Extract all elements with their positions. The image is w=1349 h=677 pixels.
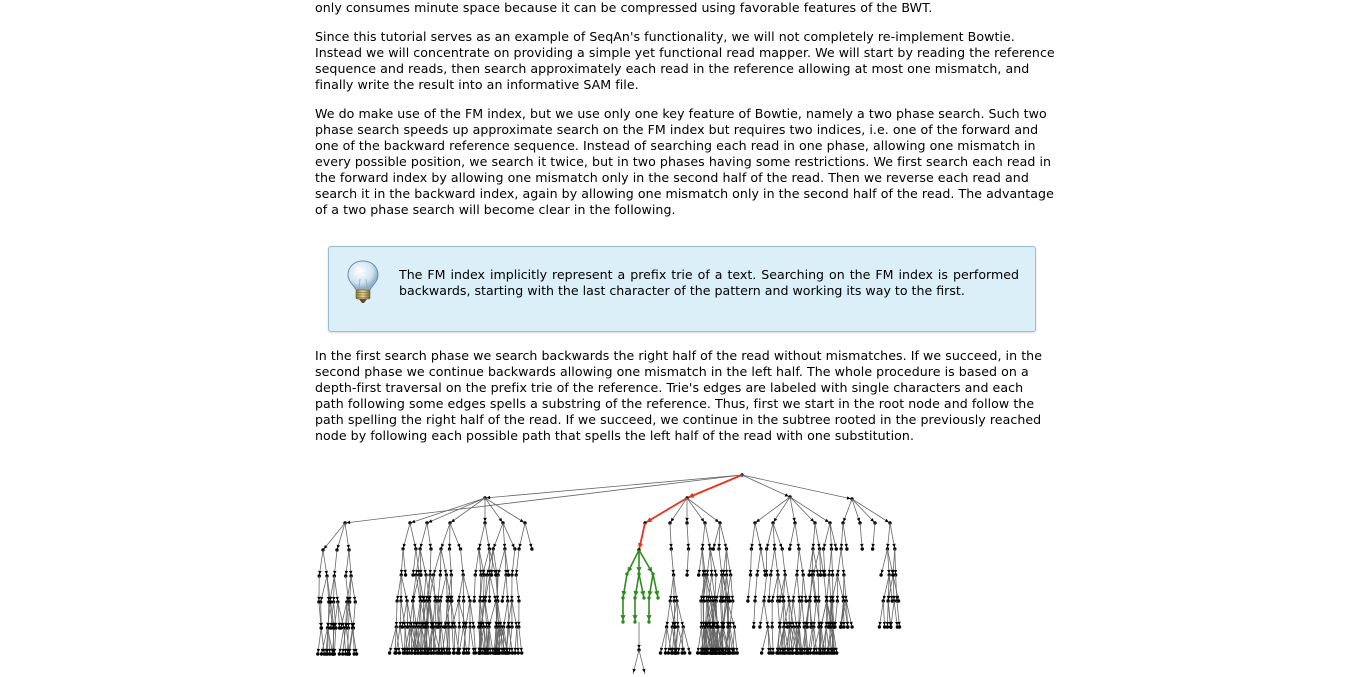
trie-edge-arrow (766, 544, 769, 548)
trie-edge-arrow (510, 596, 513, 600)
trie-node (419, 573, 422, 576)
trie-edge-arrow (813, 570, 816, 574)
trie-node (728, 599, 731, 602)
trie-edge-arrow (478, 544, 481, 548)
trie-edge-arrow (467, 648, 470, 652)
trie-edge-arrow (396, 596, 399, 600)
trie-edge-arrow (829, 544, 832, 548)
trie-node (338, 652, 341, 655)
trie-edge (427, 498, 485, 523)
trie-edge-arrow (499, 518, 503, 522)
trie-edge-arrow (836, 570, 839, 574)
trie-edge-arrow (844, 596, 847, 600)
trie-edge-arrow (789, 544, 792, 548)
trie-node (720, 651, 723, 654)
trie-edge (755, 497, 790, 523)
trie-node (871, 547, 874, 550)
trie-edge-arrow (758, 544, 761, 548)
trie-edge-arrow (701, 518, 705, 522)
trie-edge-arrow (664, 648, 667, 652)
trie-edge-arrow (399, 622, 402, 626)
trie-node (710, 651, 713, 654)
trie-node (493, 651, 496, 654)
trie-edge-arrow (770, 622, 773, 626)
trie-node (850, 625, 853, 628)
trie-edge-arrow (642, 669, 645, 673)
trie-node (778, 599, 781, 602)
trie-node (803, 651, 806, 654)
trie-node (787, 651, 790, 654)
trie-edge-arrow (339, 649, 342, 653)
trie-node (804, 599, 807, 602)
trie-edge-arrow (320, 597, 323, 601)
trie-edge-arrow (457, 622, 460, 626)
trie-node (779, 651, 782, 654)
trie-edge-arrow (412, 622, 415, 626)
trie-edge-arrow (633, 669, 636, 673)
trie-node (478, 651, 481, 654)
trie-edge-arrow (759, 622, 762, 626)
trie-edge-arrow (765, 622, 768, 626)
trie-edge-arrow (823, 544, 826, 548)
trie-node (633, 620, 636, 623)
trie-edge-arrow (686, 570, 689, 574)
trie-node (835, 547, 838, 550)
trie-node (819, 573, 822, 576)
trie-node (329, 626, 332, 629)
trie-edge-arrow (666, 622, 669, 626)
trie-edge-arrow (770, 570, 773, 574)
trie-edge (485, 475, 742, 498)
trie-edge-arrow (817, 544, 820, 548)
trie-edge (410, 498, 485, 523)
trie-edge-arrow (828, 570, 831, 574)
trie-edge-arrow (724, 544, 727, 548)
trie-edge-arrow (503, 544, 506, 548)
trie-node (680, 651, 683, 654)
trie-edge-arrow (716, 596, 719, 600)
trie-edge-arrow (677, 648, 680, 652)
trie-node (441, 651, 444, 654)
trie-edge-arrow (772, 596, 775, 600)
trie-edge-arrow (774, 518, 777, 522)
trie-edge (790, 497, 830, 523)
trie-edge-arrow (471, 622, 474, 626)
trie-edge-arrow (505, 648, 508, 652)
trie-node (767, 599, 770, 602)
trie-node (723, 651, 726, 654)
trie-edge-arrow (680, 622, 683, 626)
trie-edge-arrow (324, 571, 327, 575)
trie-edge-arrow (501, 596, 504, 600)
trie-edge-arrow (894, 570, 897, 574)
trie-edge-arrow (754, 596, 757, 600)
trie-edge-arrow (800, 596, 803, 600)
trie-node (457, 651, 460, 654)
trie-node (426, 651, 429, 654)
trie-edge-arrow (671, 518, 674, 522)
trie-edge-arrow (820, 622, 823, 626)
trie-edge-arrow (883, 622, 886, 626)
trie-edge-arrow (353, 597, 356, 601)
trie-node (879, 573, 882, 576)
trie-edge-arrow (671, 570, 674, 574)
trie-node (782, 651, 785, 654)
trie-edge (742, 475, 790, 497)
trie-node (436, 651, 439, 654)
trie-node (688, 651, 691, 654)
trie-edge-arrow (794, 622, 797, 626)
trie-edge-arrow (654, 591, 659, 597)
trie-edge-arrow (831, 570, 834, 574)
trie-edge-arrow (844, 544, 847, 548)
trie-edge-arrow (756, 519, 760, 523)
trie-edge-arrow (796, 570, 799, 574)
trie-node (520, 651, 523, 654)
trie-node (846, 625, 849, 628)
trie-node (347, 652, 350, 655)
trie-node (712, 547, 715, 550)
trie-node (339, 626, 342, 629)
trie-node (316, 652, 319, 655)
trie-edge-arrow (337, 623, 340, 627)
trie-node (424, 625, 427, 628)
trie-node (758, 625, 761, 628)
trie-node (642, 596, 645, 599)
trie-edge-arrow (406, 622, 409, 626)
trie-node (467, 651, 470, 654)
trie-edge-arrow (725, 570, 728, 574)
lightbulb-icon (345, 259, 381, 305)
trie-node (403, 651, 406, 654)
trie-node (488, 599, 491, 602)
trie-edge-arrow (771, 648, 774, 652)
trie-edge-arrow (776, 596, 779, 600)
trie-node (401, 625, 404, 628)
trie-edge-arrow (428, 544, 431, 548)
trie-node (845, 547, 848, 550)
trie-edge-arrow (516, 648, 519, 652)
trie-node (722, 625, 725, 628)
trie-edge-arrow (332, 597, 335, 601)
trie-edge-arrow (761, 648, 764, 652)
trie-edge-arrow (413, 544, 416, 548)
trie-edge-arrow (881, 570, 884, 574)
trie-edge-arrow (318, 571, 321, 575)
trie-edge-arrow (404, 596, 407, 600)
trie-edge-arrow (411, 520, 415, 523)
trie-node (502, 651, 505, 654)
trie-node (842, 625, 845, 628)
trie-node (621, 620, 624, 623)
trie-edge-arrow (715, 519, 719, 523)
trie-edge-arrow (792, 518, 795, 522)
trie-edge-arrow (685, 518, 688, 522)
trie-edge-arrow (801, 570, 804, 574)
trie-edge-arrow (467, 596, 470, 600)
trie-node (474, 651, 477, 654)
trie-node (697, 573, 700, 576)
trie-node (472, 599, 475, 602)
trie-edge (323, 523, 345, 550)
trie-node (431, 625, 434, 628)
trie-edge-arrow (620, 615, 625, 620)
trie-edge-arrow (514, 622, 517, 626)
trie-edge-arrow (713, 570, 716, 574)
trie-node (398, 651, 401, 654)
trie-node (490, 573, 493, 576)
trie-edge-arrow (878, 622, 881, 626)
trie-node (341, 652, 344, 655)
trie-edge-arrow (713, 544, 716, 548)
trie-edge-arrow (451, 519, 455, 523)
trie-edge-arrow (710, 570, 713, 574)
trie-edge-arrow (840, 544, 843, 548)
trie-node (898, 625, 901, 628)
trie-edge-arrow (767, 596, 770, 600)
trie-node (889, 625, 892, 628)
trie-node (715, 651, 718, 654)
trie-edge-arrow (496, 596, 499, 600)
trie-node (788, 547, 791, 550)
trie-edge-arrow (892, 596, 895, 600)
trie-edge-arrow (462, 596, 465, 600)
trie-node (839, 625, 842, 628)
trie-edge-arrow (871, 544, 874, 548)
trie-edge-arrow (400, 570, 403, 574)
trie-node (656, 596, 659, 599)
trie-edge-arrow (787, 596, 790, 600)
trie-node (878, 625, 881, 628)
trie-edge-arrow (687, 648, 690, 652)
trie-node (333, 626, 336, 629)
trie-edge-arrow (335, 597, 338, 601)
trie-edge-arrow (347, 545, 350, 549)
paragraph-two-phase-search: We do make use of the FM index, but we use only one key feature of Bowtie, namely a two phase search. Such two phase search speeds up approximate search on the FM index but requires two indices, i.e. one of the forward and one of the backward reference sequence. Instead of searching each read in one phase, allowing one mismatch in every possible position, we search it twice, but in two phases having some restrictions. We first search each read in the forward index by allowing one mismatch only in the second half of the read. Then we reverse each read and search it in the backward index, again by allowing one mismatch only in the second half of the read. The advantage of a two phase search will become clear in the following. (315, 106, 1054, 217)
trie-node (436, 625, 439, 628)
trie-edge (645, 498, 687, 523)
trie-edge-arrow (660, 648, 663, 652)
trie-edge-arrow (708, 544, 711, 548)
trie-edge-arrow (676, 622, 679, 626)
trie-edge-arrow (486, 496, 490, 499)
trie-edge-arrow (817, 596, 820, 600)
trie-edge-arrow (857, 518, 860, 522)
trie-edge-arrow (506, 596, 509, 600)
trie-edge-arrow (773, 544, 776, 548)
trie-node (450, 599, 453, 602)
trie-node (508, 651, 511, 654)
trie-edge-arrow (473, 596, 476, 600)
trie-edge-arrow (399, 596, 402, 600)
trie-edge-arrow (883, 596, 886, 600)
trie-edge-arrow (756, 570, 759, 574)
trie-node (647, 620, 650, 623)
trie-node (320, 626, 323, 629)
trie-edge-arrow (686, 544, 689, 548)
trie-node (817, 651, 820, 654)
trie-edge-arrow (779, 544, 782, 548)
trie-node (667, 651, 670, 654)
prefix-trie-diagram (315, 470, 915, 677)
trie-node (664, 651, 667, 654)
trie-edge-arrow (423, 570, 426, 574)
trie-edge (345, 475, 742, 523)
trie-edge-arrow (697, 648, 700, 652)
trie-node (831, 651, 834, 654)
trie-edge-arrow (833, 544, 836, 548)
trie-edge-arrow (441, 544, 444, 548)
trie-edge-arrow (474, 570, 477, 574)
trie-node (715, 625, 718, 628)
trie-edge-arrow (498, 570, 501, 574)
trie-edge-arrow (860, 544, 863, 548)
trie-node (452, 651, 455, 654)
trie-node (829, 625, 832, 628)
trie-node (462, 651, 465, 654)
trie-node (752, 625, 755, 628)
trie-edge-arrow (510, 622, 513, 626)
trie-node (328, 600, 331, 603)
trie-node (771, 651, 774, 654)
trie-node (388, 651, 391, 654)
trie-edge-arrow (503, 622, 506, 626)
trie-node (530, 547, 533, 550)
trie-edge-arrow (349, 571, 352, 575)
trie-edge-arrow (646, 615, 651, 620)
trie-edge-arrow (752, 622, 755, 626)
trie-node (414, 651, 417, 654)
trie-edge-arrow (317, 597, 320, 601)
trie-edge-arrow (389, 648, 392, 652)
trie-node (443, 625, 446, 628)
trie-node (835, 651, 838, 654)
trie-edge-arrow (439, 570, 442, 574)
trie-node (432, 651, 435, 654)
tip-box (328, 246, 1036, 332)
trie-edge-arrow (846, 622, 849, 626)
trie-edge-arrow (812, 544, 815, 548)
trie-edge-arrow (749, 570, 752, 574)
trie-edge-arrow (518, 544, 521, 548)
trie-node (446, 651, 449, 654)
paragraph-tutorial-intro: Since this tutorial serves as an example of SeqAn's functionality, we will not completely re-implement Bowtie. Instead we will concentrate on providing a simple yet functional read mapper. We will start by reading the reference sequence and reads, then search approximately each read in the reference allowing at most one mismatch, and finally write the result into an informative SAM file. (315, 29, 1055, 92)
trie-edge-arrow (892, 544, 895, 548)
trie-node (833, 625, 836, 628)
trie-edge-arrow (728, 570, 731, 574)
trie-edge-arrow (395, 622, 398, 626)
trie-node (411, 573, 414, 576)
trie-edge-arrow (632, 615, 637, 620)
trie-node (746, 599, 749, 602)
trie-node (795, 651, 798, 654)
trie-edge-arrow (636, 567, 641, 572)
trie-node (807, 573, 810, 576)
trie-edge-arrow (517, 622, 520, 626)
trie-edge-arrow (637, 645, 640, 649)
trie-node (806, 625, 809, 628)
trie-node (404, 573, 407, 576)
trie-node (320, 652, 323, 655)
trie-edge-arrow (669, 544, 672, 548)
trie-node (676, 651, 679, 654)
trie-node (727, 651, 730, 654)
trie-edge-arrow (448, 544, 451, 548)
trie-node (760, 651, 763, 654)
tip-text: The FM index implicitly represent a prefix trie of a text. Searching on the FM index is performed backwards, starting with the last character of the pattern and working its way to the first. (399, 267, 1019, 298)
trie-edge-arrow (698, 570, 701, 574)
trie-edge-arrow (796, 544, 799, 548)
trie-node (353, 652, 356, 655)
trie-edge-arrow (731, 596, 734, 600)
trie-node (809, 651, 812, 654)
trie-node (659, 651, 662, 654)
trie-edge-arrow (815, 570, 818, 574)
trie-node (326, 652, 329, 655)
trie-node (886, 625, 889, 628)
trie-edge-arrow (849, 622, 852, 626)
trie-edge-arrow (437, 596, 440, 600)
trie-node (685, 573, 688, 576)
trie-edge-arrow (468, 622, 471, 626)
trie-edge-arrow (458, 596, 461, 600)
trie-edge-arrow (836, 596, 839, 600)
trie-edge-arrow (440, 596, 443, 600)
trie-edge-arrow (449, 570, 452, 574)
trie-node (497, 651, 500, 654)
trie-edge-arrow (887, 570, 890, 574)
trie-edge-arrow (488, 596, 491, 600)
trie-node (861, 547, 864, 550)
trie-node (703, 651, 706, 654)
trie-edge-arrow (483, 518, 486, 522)
paragraph-bwt-space: only consumes minute space because it can be compressed using favorable features of the BWT. (315, 0, 933, 15)
trie-node (791, 651, 794, 654)
trie-node (513, 651, 516, 654)
trie-edge (742, 475, 852, 499)
trie-edge-arrow (717, 544, 720, 548)
trie-edge-arrow (792, 596, 795, 600)
trie-edge-arrow (640, 591, 645, 597)
trie-node (507, 573, 510, 576)
trie-node (696, 651, 699, 654)
trie-node (826, 651, 829, 654)
trie-node (811, 651, 814, 654)
trie-edge-arrow (825, 519, 829, 522)
trie-node (394, 651, 397, 654)
trie-edge-arrow (487, 544, 490, 548)
trie-node (733, 651, 736, 654)
trie-node (420, 651, 423, 654)
trie-edge-arrow (847, 496, 851, 499)
trie-node (410, 651, 413, 654)
trie-edge-arrow (444, 570, 447, 574)
trie-edge-arrow (429, 570, 432, 574)
trie-node (333, 652, 336, 655)
trie-node (517, 651, 520, 654)
trie-edge-arrow (750, 544, 753, 548)
trie-node (823, 573, 826, 576)
trie-node (486, 651, 489, 654)
paragraph-search-procedure: In the first search phase we search backwards the right half of the read without mismatches. If we succeed, in the second phase we continue backwards allowing one mismatch in the left half. The whole procedure is based on a depth-first traversal on the prefix trie of the reference. Trie's edges are labeled with single characters and each path following some edges spells a substring of the reference. Thus, first we start in the root node and follow the path spelling the right half of the read. If we succeed, we continue in the subtree rooted in the previously reached node by following each possible path that spells the left half of the read with one substitution. (315, 348, 1043, 443)
trie-node (501, 599, 504, 602)
